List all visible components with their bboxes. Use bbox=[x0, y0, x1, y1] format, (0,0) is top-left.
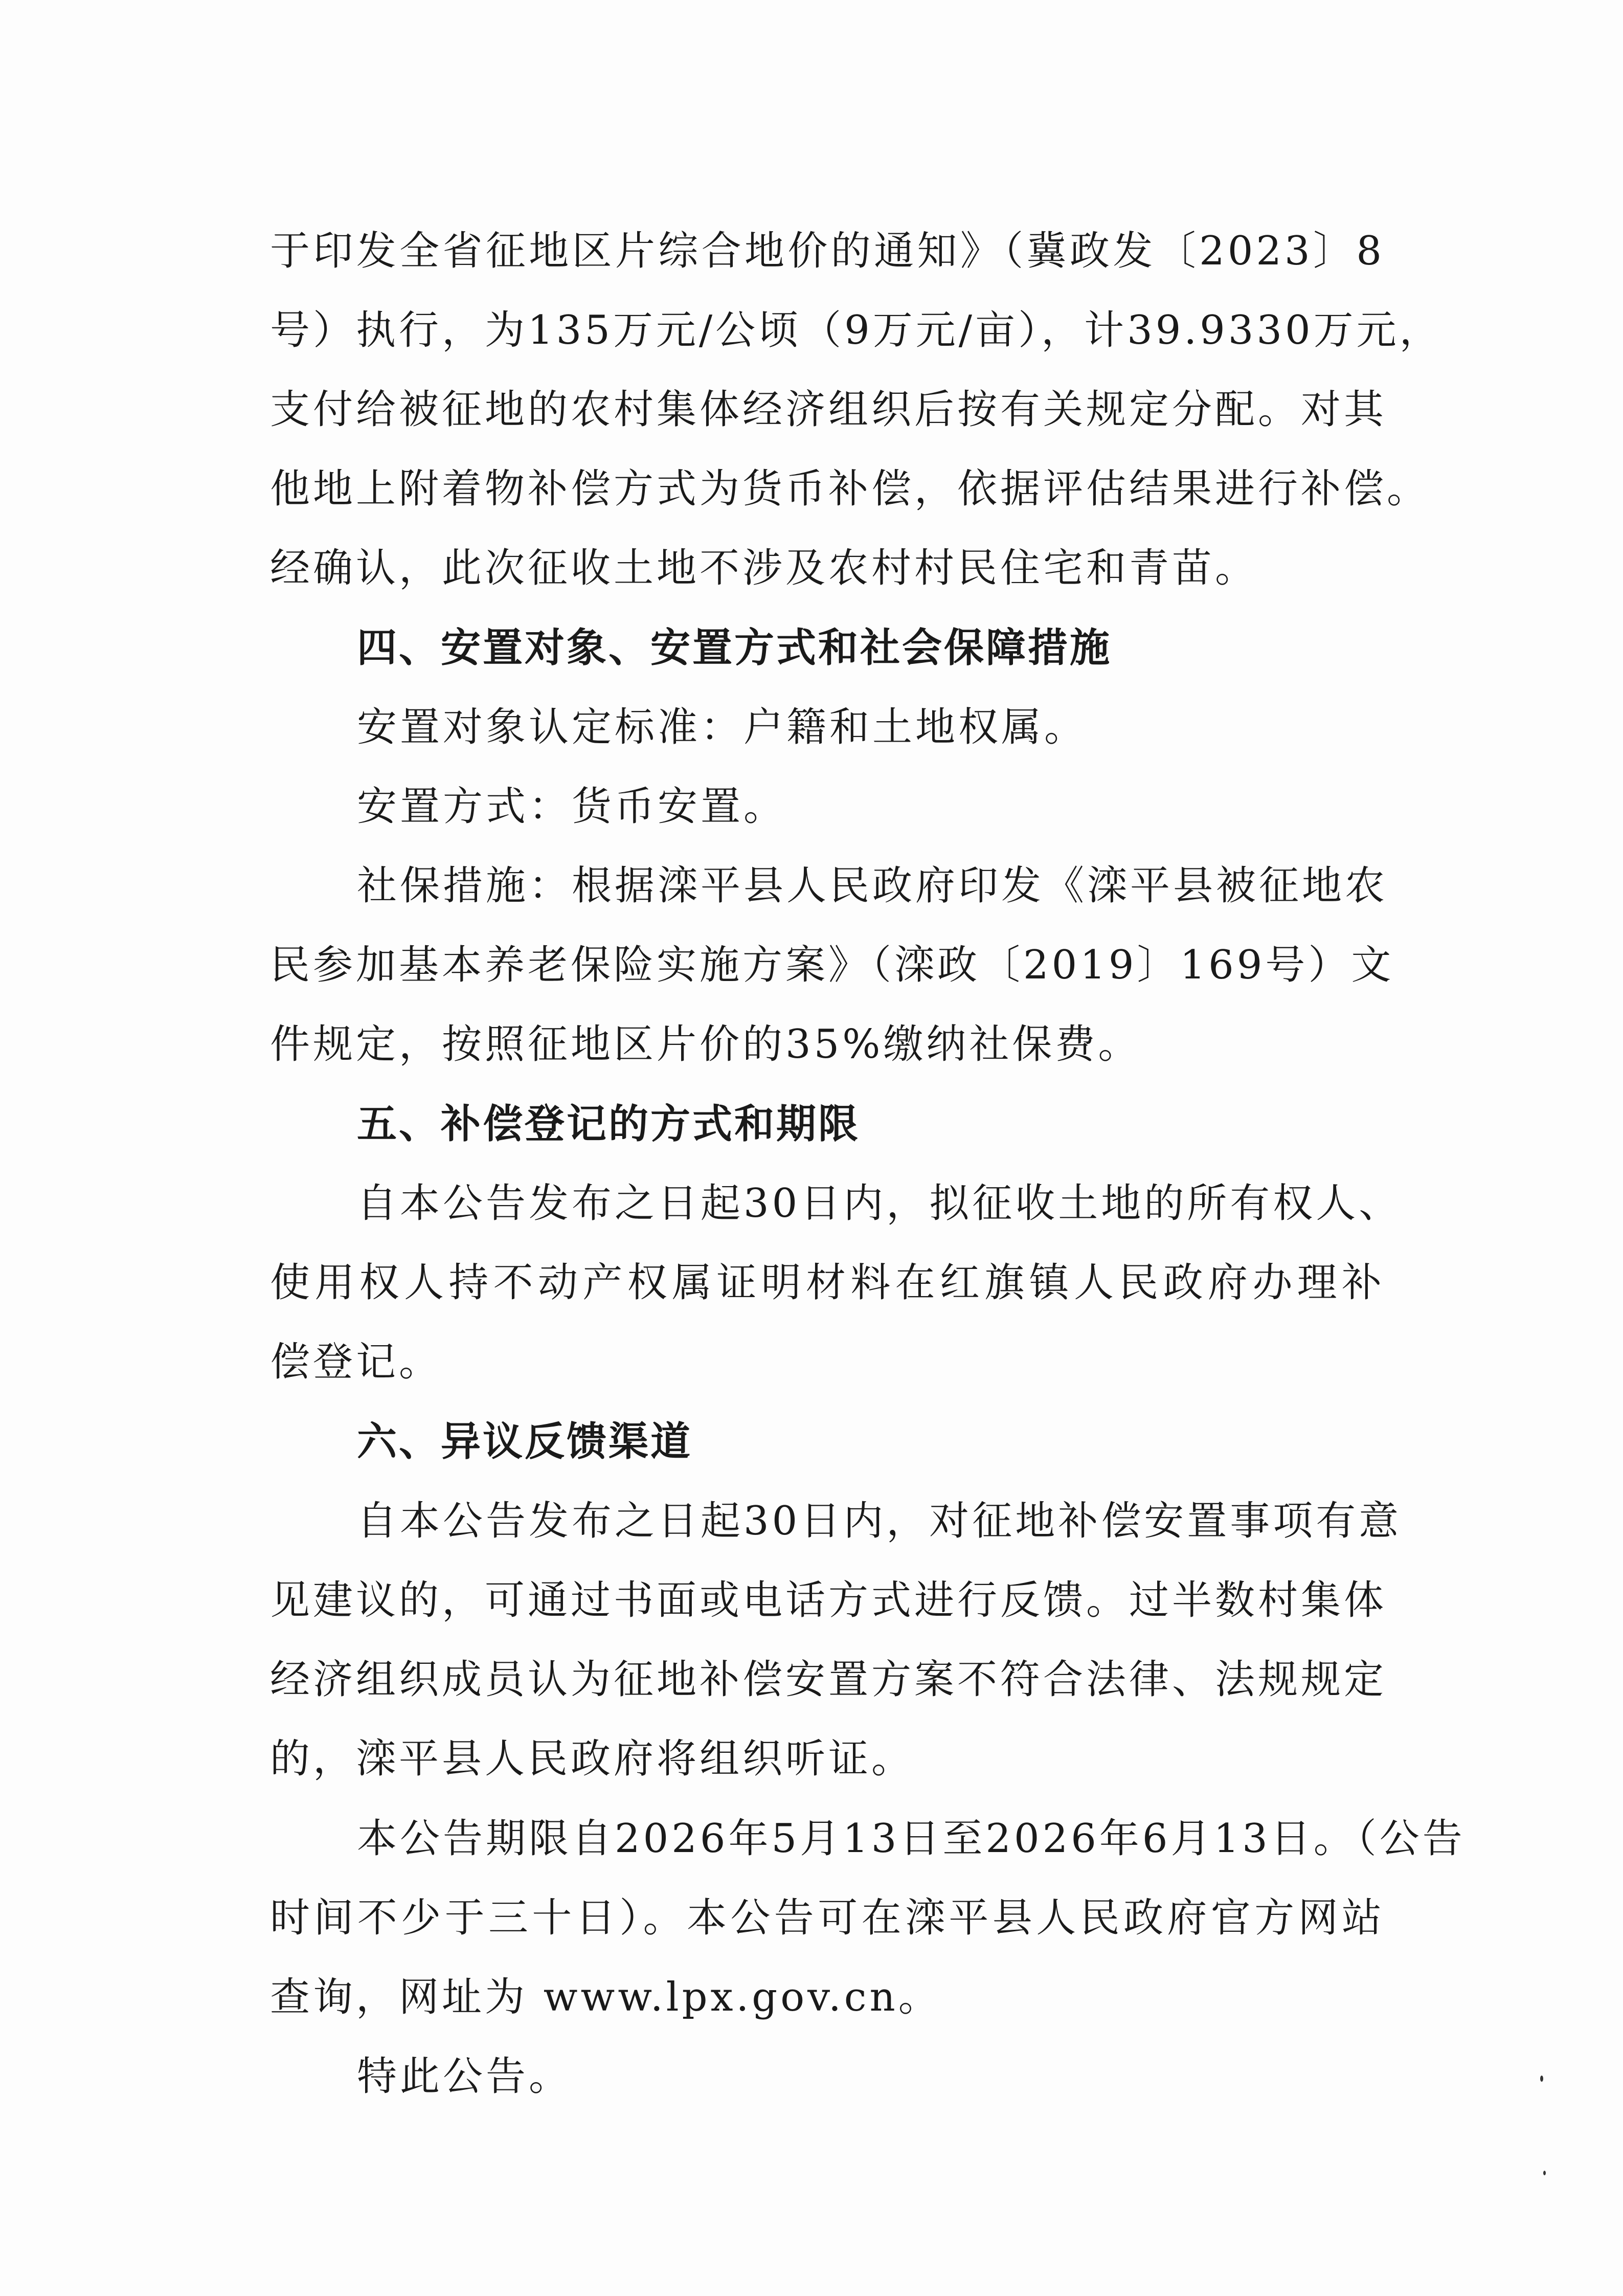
text-line: 见建议的，可通过书面或电话方式进行反馈。过半数村集体 bbox=[270, 1577, 1387, 1623]
text-line: 安置方式：货币安置。 bbox=[357, 784, 787, 830]
text-line: 自本公告发布之日起30日内，拟征收土地的所有权人、 bbox=[357, 1180, 1402, 1227]
scan-speck bbox=[1540, 2076, 1543, 2082]
text-line: 经确认，此次征收土地不涉及农村村民住宅和青苗。 bbox=[270, 545, 1258, 591]
text-line: 他地上附着物补偿方式为货币补偿，依据评估结果进行补偿。 bbox=[270, 466, 1430, 512]
text-line: 安置对象认定标准：户籍和土地权属。 bbox=[357, 704, 1088, 750]
text-line: 特此公告。 bbox=[357, 2054, 572, 2100]
scan-speck bbox=[1543, 2171, 1546, 2175]
text-line: 使用权人持不动产权属证明材料在红旗镇人民政府办理补 bbox=[270, 1260, 1385, 1306]
text-line: 经济组织成员认为征地补偿安置方案不符合法律、法规规定 bbox=[270, 1657, 1387, 1703]
text-line: 本公告期限自2026年5月13日至2026年6月13日。（公告 bbox=[357, 1816, 1466, 1862]
section-heading: 五、补偿登记的方式和期限 bbox=[357, 1101, 861, 1147]
text-line: 偿登记。 bbox=[270, 1339, 442, 1385]
text-line: 查询，网址为 www.lpx.gov.cn。 bbox=[270, 1974, 941, 2020]
text-line: 的，滦平县人民政府将组织听证。 bbox=[270, 1736, 915, 1782]
text-line: 社保措施：根据滦平县人民政府印发《滦平县被征地农 bbox=[357, 863, 1388, 909]
text-line: 自本公告发布之日起30日内，对征地补偿安置事项有意 bbox=[357, 1498, 1402, 1544]
text-line: 号）执行，为135万元/公顷（9万元/亩），计39.9330万元， bbox=[270, 307, 1442, 353]
text-line: 件规定，按照征地区片价的35%缴纳社保费。 bbox=[270, 1021, 1141, 1067]
text-line: 支付给被征地的农村集体经济组织后按有关规定分配。对其 bbox=[270, 387, 1387, 433]
text-line: 时间不少于三十日）。本公告可在滦平县人民政府官方网站 bbox=[270, 1895, 1385, 1941]
section-heading: 四、安置对象、安置方式和社会保障措施 bbox=[357, 625, 1112, 671]
text-line: 于印发全省征地区片综合地价的通知》（冀政发〔2023〕8 bbox=[270, 228, 1385, 274]
text-line: 民参加基本养老保险实施方案》（滦政〔2019〕169号）文 bbox=[270, 942, 1394, 988]
section-heading: 六、异议反馈渠道 bbox=[357, 1419, 693, 1465]
